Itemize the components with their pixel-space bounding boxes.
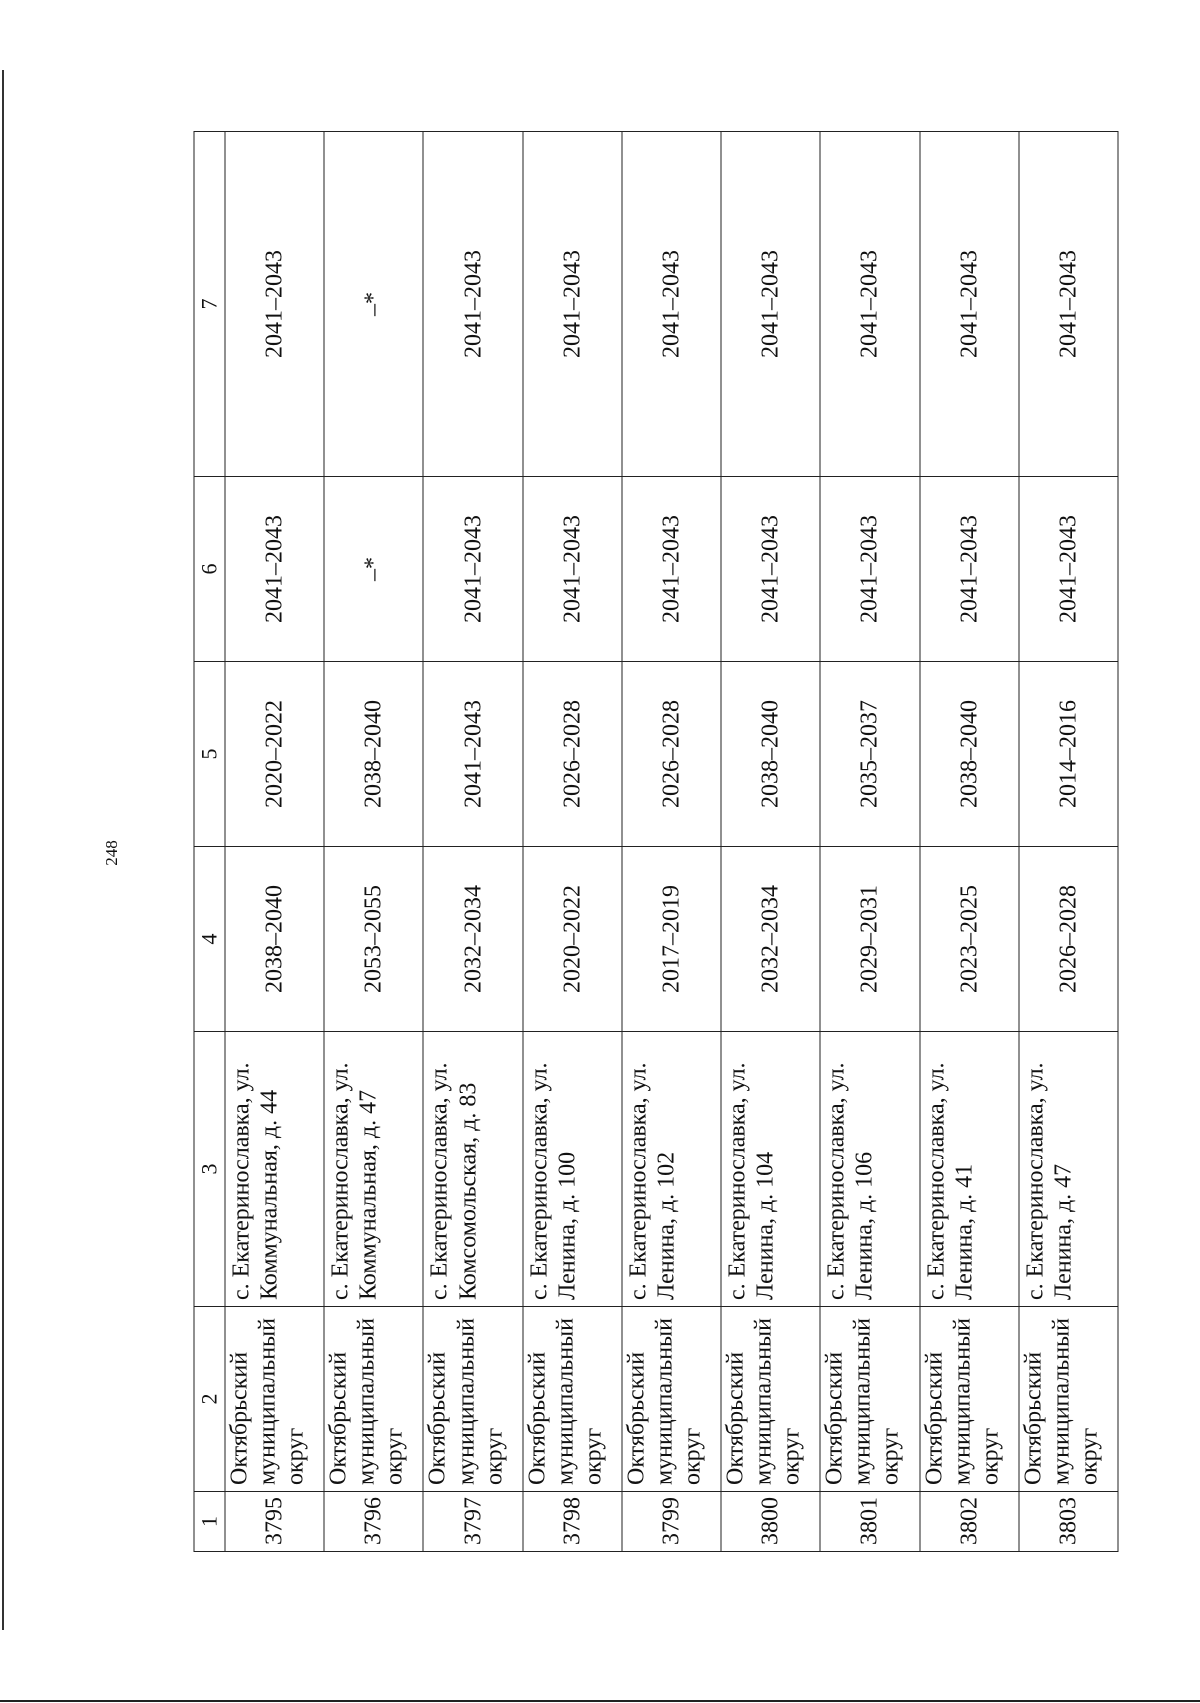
column-header: 7	[194, 132, 225, 477]
period-cell: 2029–2031	[820, 847, 919, 1032]
table-row	[522, 132, 621, 1552]
row-number-cell: 3795	[225, 1492, 324, 1552]
period-cell: 2041–2043	[423, 662, 522, 847]
period-cell: –*	[324, 477, 423, 662]
period-cell: 2032–2034	[423, 847, 522, 1032]
period-cell: 2032–2034	[721, 847, 820, 1032]
row-number-cell: 3800	[721, 1492, 820, 1552]
row-number-cell: 3796	[324, 1492, 423, 1552]
address-cell: с. Екатеринославка, ул. Коммунальная, д. 44	[225, 1032, 324, 1307]
period-cell: –*	[324, 132, 423, 477]
district-cell: Октябрьский муниципальный округ	[423, 1307, 522, 1492]
address-cell: с. Екатеринославка, ул. Ленина, д. 104	[721, 1032, 820, 1307]
table-row	[820, 132, 919, 1552]
period-cell: 2020–2022	[225, 662, 324, 847]
period-cell: 2041–2043	[522, 477, 621, 662]
header-row	[194, 132, 225, 1552]
row-number-cell: 3798	[522, 1492, 621, 1552]
row-number-cell: 3797	[423, 1492, 522, 1552]
period-cell: 2035–2037	[820, 662, 919, 847]
period-cell: 2041–2043	[621, 477, 720, 662]
district-cell: Октябрьский муниципальный округ	[621, 1307, 720, 1492]
district-cell: Октябрьский муниципальный округ	[522, 1307, 621, 1492]
period-cell: 2026–2028	[621, 662, 720, 847]
table-row	[324, 132, 423, 1552]
period-cell: 2041–2043	[1018, 132, 1117, 477]
district-cell: Октябрьский муниципальный округ	[324, 1307, 423, 1492]
table-row	[1018, 132, 1117, 1552]
period-cell: 2041–2043	[820, 132, 919, 477]
period-cell: 2041–2043	[621, 132, 720, 477]
period-cell: 2041–2043	[225, 477, 324, 662]
period-cell: 2041–2043	[423, 477, 522, 662]
period-cell: 2041–2043	[1018, 477, 1117, 662]
period-cell: 2023–2025	[919, 847, 1018, 1032]
district-cell: Октябрьский муниципальный округ	[721, 1307, 820, 1492]
address-cell: с. Екатеринославка, ул. Ленина, д. 106	[820, 1032, 919, 1307]
scan-edge-bottom	[0, 1700, 1200, 1702]
district-cell: Октябрьский муниципальный округ	[820, 1307, 919, 1492]
address-cell: с. Екатеринославка, ул. Ленина, д. 100	[522, 1032, 621, 1307]
period-cell: 2026–2028	[522, 662, 621, 847]
address-cell: с. Екатеринославка, ул. Ленина, д. 47	[1018, 1032, 1117, 1307]
period-cell: 2041–2043	[522, 132, 621, 477]
period-cell: 2014–2016	[1018, 662, 1117, 847]
period-cell: 2038–2040	[919, 662, 1018, 847]
column-header: 2	[194, 1307, 225, 1492]
table-body	[225, 132, 1118, 1552]
period-cell: 2041–2043	[423, 132, 522, 477]
address-cell: с. Екатеринославка, ул. Коммунальная, д. 47	[324, 1032, 423, 1307]
row-number-cell: 3799	[621, 1492, 720, 1552]
period-cell: 2041–2043	[820, 477, 919, 662]
column-header: 6	[194, 477, 225, 662]
address-cell: с. Екатеринославка, ул. Ленина, д. 102	[621, 1032, 720, 1307]
table-row	[225, 132, 324, 1552]
column-header: 1	[194, 1492, 225, 1552]
period-cell: 2041–2043	[225, 132, 324, 477]
row-number-cell: 3803	[1018, 1492, 1117, 1552]
column-header: 3	[194, 1032, 225, 1307]
table-row	[721, 132, 820, 1552]
scan-edge-left	[2, 70, 4, 1630]
data-table	[193, 131, 1118, 1552]
period-cell: 2053–2055	[324, 847, 423, 1032]
table-row	[919, 132, 1018, 1552]
row-number-cell: 3801	[820, 1492, 919, 1552]
column-header: 5	[194, 662, 225, 847]
address-cell: с. Екатеринославка, ул. Комсомольская, д. 83	[423, 1032, 522, 1307]
table-row	[621, 132, 720, 1552]
district-cell: Октябрьский муниципальный округ	[225, 1307, 324, 1492]
period-cell: 2041–2043	[919, 132, 1018, 477]
period-cell: 2020–2022	[522, 847, 621, 1032]
district-cell: Октябрьский муниципальный округ	[919, 1307, 1018, 1492]
period-cell: 2017–2019	[621, 847, 720, 1032]
row-number-cell: 3802	[919, 1492, 1018, 1552]
period-cell: 2038–2040	[721, 662, 820, 847]
period-cell: 2038–2040	[324, 662, 423, 847]
address-cell: с. Екатеринославка, ул. Ленина, д. 41	[919, 1032, 1018, 1307]
period-cell: 2041–2043	[919, 477, 1018, 662]
table-row	[423, 132, 522, 1552]
column-header: 4	[194, 847, 225, 1032]
period-cell: 2026–2028	[1018, 847, 1117, 1032]
period-cell: 2038–2040	[225, 847, 324, 1032]
district-cell: Октябрьский муниципальный округ	[1018, 1307, 1117, 1492]
period-cell: 2041–2043	[721, 132, 820, 477]
page-number: 248	[102, 840, 121, 866]
rotated-table-container	[193, 132, 1118, 1552]
period-cell: 2041–2043	[721, 477, 820, 662]
